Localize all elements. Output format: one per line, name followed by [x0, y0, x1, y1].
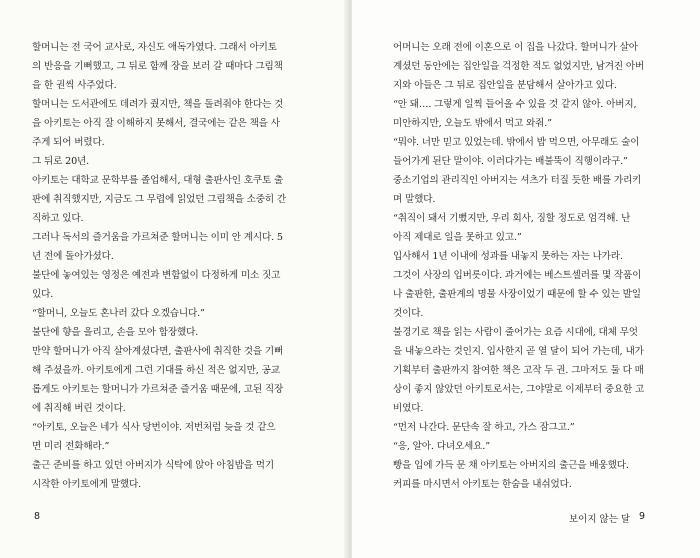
- right-page-body: [393, 38, 644, 494]
- body-line: 빵을 입에 가득 문 채 아키토는 아버지의 출근을 배웅했다.: [393, 460, 629, 471]
- body-line: 주게 되어 버렸다.: [32, 137, 105, 148]
- body-line: 롭게도 아키토는 할머니가 가르쳐준 즐거움 때문에, 고된 직장: [32, 384, 284, 395]
- body-line: 의 반응을 기뻐했고, 그 뒤로 함께 장을 보러 갈 때마다 그림책: [32, 61, 283, 72]
- body-line: 불단에 향을 올리고, 손을 모아 합장했다.: [32, 327, 199, 338]
- body-line: 에 취직해 버린 것이다.: [32, 403, 126, 414]
- body-line: “먼저 나간다. 문단속 잘 하고, 가스 잠그고.”: [393, 422, 575, 433]
- body-line: 을 한 권씩 사주었다.: [32, 80, 117, 91]
- left-page: [0, 0, 348, 558]
- body-line: “응, 알아. 다녀오세요.”: [393, 441, 490, 452]
- body-line: 어머니는 오래 전에 이혼으로 이 집을 나갔다. 할머니가 살아: [393, 42, 638, 53]
- body-line: 나 출판한, 출판계의 명물 사장이었기 때문에 할 수 있는 발일: [393, 289, 641, 300]
- body-line: 며 말했다.: [393, 194, 436, 205]
- body-line: 할머니는 전 국어 교사로, 자신도 애독가였다. 그래서 아키토: [32, 42, 277, 53]
- body-line: 불경기로 책을 읽는 사람이 줄어가는 요즘 시대에, 대체 무엇: [393, 327, 638, 338]
- body-line: “취직이 돼서 기뻤지만, 우리 회사, 징할 정도로 엄격해. 난: [393, 213, 631, 224]
- body-line: “안 돼…. 그렇게 일찍 들어올 수 있을 것 같지 않아. 아버지,: [393, 99, 637, 110]
- body-line: 중소기업의 관리직인 아버지는 셔츠가 터질 듯한 배를 가리키: [393, 175, 642, 186]
- body-line: 년 전에 돌아가셨다.: [32, 251, 114, 262]
- left-page-body: [32, 38, 286, 494]
- body-line: 판에 취직했지만, 지금도 그 무렵에 읽었던 그림책을 소중히 간: [32, 194, 287, 205]
- body-line: 을 아키토는 아직 잘 이해하지 못해서, 결국에는 같은 책을 사: [32, 118, 280, 129]
- body-line: 계셨던 동안에는 집안일을 걱정한 적도 없었지만, 남겨진 아버: [393, 61, 645, 72]
- body-line: 면 미리 전화해라.”: [32, 441, 110, 452]
- body-line: 미안하지만, 오늘도 밖에서 먹고 와줘.”: [393, 118, 552, 129]
- body-line: 비였다.: [393, 403, 424, 414]
- running-head: 보이지 않는 달: [569, 514, 631, 525]
- body-line: 시작한 아키토에게 말했다.: [32, 479, 141, 490]
- body-line: 직하고 있다.: [32, 213, 84, 224]
- body-line: 것이다.: [393, 308, 424, 319]
- body-line: 지와 아들은 그 뒤로 집안일을 분담해서 살아가고 있다.: [393, 80, 617, 91]
- body-line: 기획부터 출판까지 참여한 책은 고작 두 권. 그마저도 둘 다 매: [393, 365, 644, 376]
- body-line: 해 주셨을까. 아키토에게 그런 기대를 하신 적은 없지만, 공교: [32, 365, 280, 376]
- body-line: 상이 좋지 않았던 아키토로서는, 그야말로 이제부터 중요한 고: [393, 384, 645, 395]
- body-line: 할머니는 도서관에도 데려가 줬지만, 책을 돌려줘야 한다는 것: [32, 99, 284, 110]
- page-number-right: 9: [639, 511, 646, 522]
- body-line: “아키토, 오늘은 네가 식사 당번이야. 저번처럼 늦을 것 같으: [32, 422, 276, 433]
- body-line: 들어가게 된단 말이야. 이러다가는 배불뚝이 직행이라구.”: [393, 156, 628, 167]
- body-line: “뭐야. 너만 믿고 있었는데. 밖에서 밥 먹으면, 아무래도 술이: [393, 137, 640, 148]
- body-line: 을 내놓으라는 것인지. 입사한지 곧 열 달이 되어 가는데, 내가: [393, 346, 644, 357]
- body-line: 커피를 마시면서 아키토는 한숨을 내쉬었다.: [393, 479, 572, 490]
- body-line: 아키토는 대학교 문학부를 졸업해서, 대형 출판사인 호쿠토 출: [32, 175, 284, 186]
- body-line: “할머니, 오늘도 혼나러 갔다 오겠습니다.”: [32, 308, 205, 319]
- body-line: 그러나 독서의 즐거움을 가르쳐준 할머니는 이미 안 계시다. 5: [32, 232, 283, 243]
- body-line: 불단에 놓여있는 영정은 예전과 변함없이 다정하게 미소 짓고: [32, 270, 281, 281]
- body-line: 그 뒤로 20년.: [32, 156, 90, 167]
- body-line: 출근 준비를 하고 있던 아버지가 식탁에 앉아 아침밥을 먹기: [32, 460, 275, 471]
- body-line: 아직 제대로 일을 못하고 있고.”: [393, 232, 522, 243]
- body-line: 만약 할머니가 아직 살아계셨다면, 출판사에 취직한 것을 기뻐: [32, 346, 284, 357]
- body-line: 그것이 사장의 입버릇이다. 과거에는 베스트셀러를 몇 작품이: [393, 270, 642, 281]
- right-page: [352, 0, 700, 558]
- page-number-left: 8: [34, 511, 41, 522]
- body-line: 입사해서 1년 이내에 성과를 내놓지 못하는 자는 나가라.: [393, 251, 623, 262]
- body-line: 있다.: [32, 289, 54, 300]
